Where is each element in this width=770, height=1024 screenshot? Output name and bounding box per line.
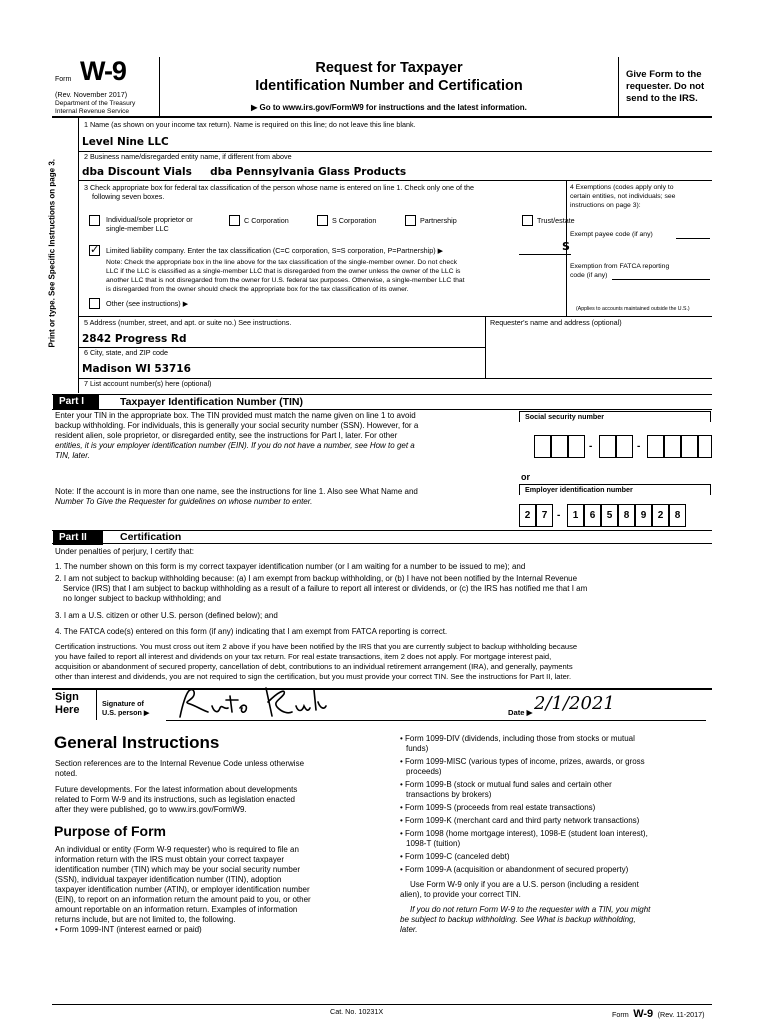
give-form-1: Give Form to the	[626, 69, 702, 80]
partnership-checkbox[interactable]	[405, 215, 416, 226]
future-developments	[55, 785, 297, 815]
cert-item-2b: Service (IRS) that I am subject to backup withholding as a result of a failure to report all interest or dividends, or (c) the IRS has notified me that I am	[63, 584, 588, 593]
ein-label-box	[519, 484, 711, 495]
part1-line: TIN, later.	[55, 451, 90, 460]
cert-instr-line: you have failed to report all interest and dividends on your tax return. For real estate transactions, item 2 does not apply. For mortgage interest paid,	[55, 652, 552, 661]
s-corp-label: S Corporation	[332, 216, 377, 225]
sign-label-2: Here	[55, 704, 80, 716]
cert-item-1: 1. The number shown on this form is my correct taxpayer identification number (or I am waiting for a number to be issued to me); and	[55, 562, 526, 571]
general-right-column	[400, 734, 650, 935]
right-line: • Form 1099-DIV (dividends, including those from stocks or mutual	[400, 734, 635, 743]
part1-note	[55, 487, 418, 507]
form-title-2: Identification Number and Certification	[255, 78, 523, 94]
signature-stroke	[180, 688, 326, 717]
ein-digit[interactable]: 9	[635, 504, 652, 527]
ssn-digit[interactable]	[664, 435, 681, 458]
give-form-2: requester. Do not	[626, 81, 705, 92]
line6-label: 6 City, state, and ZIP code	[84, 348, 169, 357]
purpose-line: returns include, but are not limited to, the following.	[55, 915, 236, 924]
llc-note-c: another LLC that is not disregarded from the owner for U.S. federal tax purposes. Otherwise, a single-member LLC that	[106, 277, 465, 284]
purpose-line: (EIN), to report on an information return the amount paid to you, or other	[55, 895, 311, 904]
part1-title: Taxpayer Identification Number (TIN)	[120, 396, 303, 408]
right-line: be subject to backup withholding. See What is backup withholding,	[400, 915, 636, 924]
line3-label-a: 3 Check appropriate box for federal tax classification of the person whose name is entered on line 1. Check only one of the	[84, 183, 474, 192]
part1-line: entities, it is your employer identification number (EIN). If you do not have a number, see How to get a	[55, 441, 415, 450]
fatca-field[interactable]	[612, 279, 710, 280]
part1-line: backup withholding. For individuals, this is generally your social security number (SSN). However, for a	[55, 421, 419, 430]
give-form-3: send to the IRS.	[626, 93, 698, 104]
date-label: Date ▶	[508, 708, 533, 717]
individual-label-b: single-member LLC	[106, 224, 169, 233]
right-line: • Form 1099-S (proceeds from real estate transactions)	[400, 803, 596, 812]
ssn-digit[interactable]	[616, 435, 633, 458]
ssn-digit[interactable]	[681, 435, 698, 458]
c-corp-checkbox[interactable]	[229, 215, 240, 226]
ssn-digit[interactable]	[647, 435, 664, 458]
cert-instructions	[55, 642, 577, 682]
general-intro-line: noted.	[55, 769, 78, 778]
footer-form-word: Form	[612, 1010, 629, 1019]
future-line: related to Form W-9 and its instructions, such as legislation enacted	[55, 795, 295, 804]
llc-checkmark: ✓	[90, 244, 100, 256]
right-line: If you do not return Form W-9 to the requester with a TIN, you might	[410, 905, 651, 914]
form-title-1: Request for Taxpayer	[315, 60, 463, 76]
ssn-dash: -	[589, 441, 593, 452]
exempt-payee-label: Exempt payee code (if any)	[570, 231, 653, 238]
partnership-label: Partnership	[420, 216, 457, 225]
form-header	[0, 0, 770, 125]
llc-note-d: is disregarded from the owner should check the appropriate box for the tax classification of its owner.	[106, 286, 409, 293]
right-line: 1098-T (tuition)	[406, 839, 461, 848]
ein-digit[interactable]: 1	[567, 504, 584, 527]
ssn-digit[interactable]	[534, 435, 551, 458]
purpose-line: An individual or entity (Form W-9 requester) who is required to file an	[55, 845, 299, 854]
sign-label-1: Sign	[55, 691, 79, 703]
s-corp-checkbox[interactable]	[317, 215, 328, 226]
llc-checkbox[interactable]	[89, 245, 100, 256]
part1-line: Enter your TIN in the appropriate box. The TIN provided must match the name given on line 1 to avoid	[55, 411, 416, 420]
right-line: transactions by brokers)	[406, 790, 492, 799]
part1-tag: Part I	[53, 395, 99, 409]
c-corp-label: C Corporation	[244, 216, 289, 225]
general-instructions-heading: General Instructions	[54, 733, 220, 752]
ssn-digit[interactable]	[698, 435, 712, 458]
cert-instr-line: other than interest and dividends, you are not required to sign the certification, but you must provide your correct TIN. See the instructions for Part II, later.	[55, 672, 572, 681]
right-line: • Form 1098 (home mortgage interest), 1098-E (student loan interest),	[400, 829, 648, 838]
ssn-label-box	[519, 411, 711, 422]
exemptions-label-a: 4 Exemptions (codes apply only to	[570, 184, 674, 191]
line6-city-field[interactable]: Madison WI 53716	[82, 363, 191, 375]
individual-label-a: Individual/sole proprietor or	[106, 215, 193, 224]
exempt-payee-field[interactable]	[676, 238, 710, 239]
fatca-label-b: code (if any)	[570, 272, 608, 279]
other-label: Other (see instructions) ▶	[106, 299, 189, 308]
part1-para	[55, 411, 418, 461]
part2-tag: Part II	[53, 531, 103, 545]
ssn-label: Social security number	[525, 412, 605, 421]
ein-label: Employer identification number	[525, 485, 633, 494]
goto-instructions: ▶ Go to www.irs.gov/FormW9 for instructions and the latest information.	[251, 103, 527, 112]
cert-item-4: 4. The FATCA code(s) entered on this form (if any) indicating that I am exempt from FATCA reporting is correct.	[55, 627, 448, 636]
ssn-dash: -	[637, 441, 641, 452]
line2-business-field[interactable]: dba Discount Vials dba Pennsylvania Glass Products	[82, 166, 407, 178]
right-line: proceeds)	[406, 767, 442, 776]
line5-address-field[interactable]: 2842 Progress Rd	[82, 333, 187, 345]
ein-digit[interactable]: 6	[584, 504, 601, 527]
or-label: or	[521, 472, 530, 482]
ssn-digit[interactable]	[568, 435, 585, 458]
footer-form-ref	[612, 1004, 705, 1022]
general-intro	[55, 759, 304, 779]
purpose-line: • Form 1099-INT (interest earned or paid)	[55, 925, 202, 934]
form-number: W-9	[80, 56, 126, 86]
right-line: • Form 1099-MISC (various types of income, prizes, awards, or gross	[400, 757, 645, 766]
ssn-digit[interactable]	[599, 435, 616, 458]
future-line: Future developments. For the latest information about developments	[55, 785, 298, 794]
purpose-heading: Purpose of Form	[54, 823, 167, 839]
line7-label: 7 List account number(s) here (optional)	[84, 379, 212, 388]
revision-date: (Rev. November 2017)	[55, 90, 128, 99]
future-line: after they were published, go to www.irs.gov/FormW9.	[55, 805, 247, 814]
fatca-label-a: Exemption from FATCA reporting	[570, 263, 670, 270]
ein-digit[interactable]: 8	[618, 504, 635, 527]
applies-note: (Applies to accounts maintained outside the U.S.)	[576, 306, 690, 312]
exemptions-label-c: instructions on page 3):	[570, 202, 641, 209]
right-line: • Form 1099-K (merchant card and third party network transactions)	[400, 816, 640, 825]
purpose-line: (SSN), individual taxpayer identification number (ITIN), adoption	[55, 875, 282, 884]
cert-item-3: 3. I am a U.S. citizen or other U.S. person (defined below); and	[55, 611, 278, 620]
purpose-line: information return with the IRS must obtain your correct taxpayer	[55, 855, 284, 864]
part1-note-line: Note: If the account is in more than one name, see the instructions for line 1. Also see What Name and	[55, 487, 418, 496]
general-intro-line: Section references are to the Internal Revenue Code unless otherwise	[55, 759, 305, 768]
ein-digit[interactable]: 2	[652, 504, 669, 527]
sig-of-label-2: U.S. person ▶	[102, 708, 150, 717]
ssn-field[interactable]	[519, 422, 711, 470]
form-word: Form	[55, 76, 72, 83]
ein-dash: -	[557, 510, 561, 521]
right-line: alien), to provide your correct TIN.	[400, 890, 521, 899]
ein-field[interactable]	[519, 495, 711, 535]
other-checkbox[interactable]	[89, 298, 100, 309]
line1-label: 1 Name (as shown on your income tax return). Name is required on this line; do not leave this line blank.	[84, 120, 416, 129]
footer-form-number: W-9	[633, 1008, 654, 1020]
individual-checkbox[interactable]	[89, 215, 100, 226]
right-line: funds)	[406, 744, 429, 753]
date-field[interactable]: 2/1/2021	[534, 693, 615, 714]
line1-name-field[interactable]: Level Nine LLC	[82, 136, 169, 148]
side-label: Print or type. See Specific Instructions on page 3.	[47, 159, 57, 348]
llc-label: Limited liability company. Enter the tax classification (C=C corporation, S=S corporation, P=Partnership) ▶	[106, 246, 444, 255]
right-line: • Form 1099-A (acquisition or abandonment of secured property)	[400, 865, 629, 874]
right-line: later.	[400, 925, 418, 934]
right-line: • Form 1099-B (stock or mutual fund sales and certain other	[400, 780, 612, 789]
part1-note-line: Number To Give the Requester for guidelines on whose number to enter.	[55, 497, 313, 506]
purpose-line: taxpayer identification number (ATIN), or employer identification number	[55, 885, 310, 894]
ein-digit[interactable]: 7	[536, 504, 553, 527]
llc-note-b: LLC if the LLC is classified as a single-member LLC that is disregarded from the owner unless the owner of the LLC is	[106, 268, 461, 275]
signature-field[interactable]	[168, 682, 368, 722]
line2-label: 2 Business name/disregarded entity name, if different from above	[84, 152, 292, 161]
ein-digit[interactable]: 5	[601, 504, 618, 527]
llc-note-a: Note: Check the appropriate box in the line above for the tax classification of the single-member owner. Do not check	[106, 259, 457, 266]
right-line: Use Form W-9 only if you are a U.S. person (including a resident	[410, 880, 639, 889]
trust-checkbox[interactable]	[522, 215, 533, 226]
cert-item-2: 2. I am not subject to backup withholding because: (a) I am exempt from backup withholding, or (b) I have not been notified by the Internal Revenue	[55, 574, 578, 583]
part2-intro: Under penalties of perjury, I certify that:	[55, 547, 195, 556]
part1-line: resident alien, sole proprietor, or disregarded entity, see the instructions for Part I, later. For other	[55, 431, 398, 440]
llc-classification-field[interactable]: S	[562, 240, 570, 253]
dept-irs: Internal Revenue Service	[55, 108, 130, 115]
footer-revision: (Rev. 11-2017)	[657, 1010, 705, 1019]
dept-treasury: Department of the Treasury	[55, 100, 136, 107]
sig-of-label-1: Signature of	[102, 699, 144, 708]
trust-label: Trust/estate	[537, 216, 575, 225]
line3-label-b: following seven boxes.	[92, 192, 165, 201]
cert-item-2c: no longer subject to backup withholding; and	[63, 594, 221, 603]
purpose-text	[55, 845, 311, 935]
ein-digit[interactable]: 8	[669, 504, 686, 527]
ein-digit[interactable]: 2	[519, 504, 536, 527]
purpose-line: identification number (TIN) which may be your social security number	[55, 865, 300, 874]
line5-label: 5 Address (number, street, and apt. or suite no.) See instructions.	[84, 318, 292, 327]
part2-title: Certification	[120, 531, 182, 543]
purpose-line: amount reportable on an information return. Examples of information	[55, 905, 298, 914]
ssn-digit[interactable]	[551, 435, 568, 458]
catalog-number: Cat. No. 10231X	[330, 1007, 384, 1016]
exemptions-label-b: certain entities, not individuals; see	[570, 193, 676, 200]
requester-label: Requester's name and address (optional)	[490, 318, 622, 327]
cert-instr-line: Certification instructions. You must cross out item 2 above if you have been notified by the IRS that you are currently subject to backup withholding because	[55, 642, 578, 651]
cert-instr-line: acquisition or abandonment of secured property, cancellation of debt, contributions to an individual retirement arrangement (IRA), and generally, payments	[55, 662, 573, 671]
right-line: • Form 1099-C (canceled debt)	[400, 852, 510, 861]
